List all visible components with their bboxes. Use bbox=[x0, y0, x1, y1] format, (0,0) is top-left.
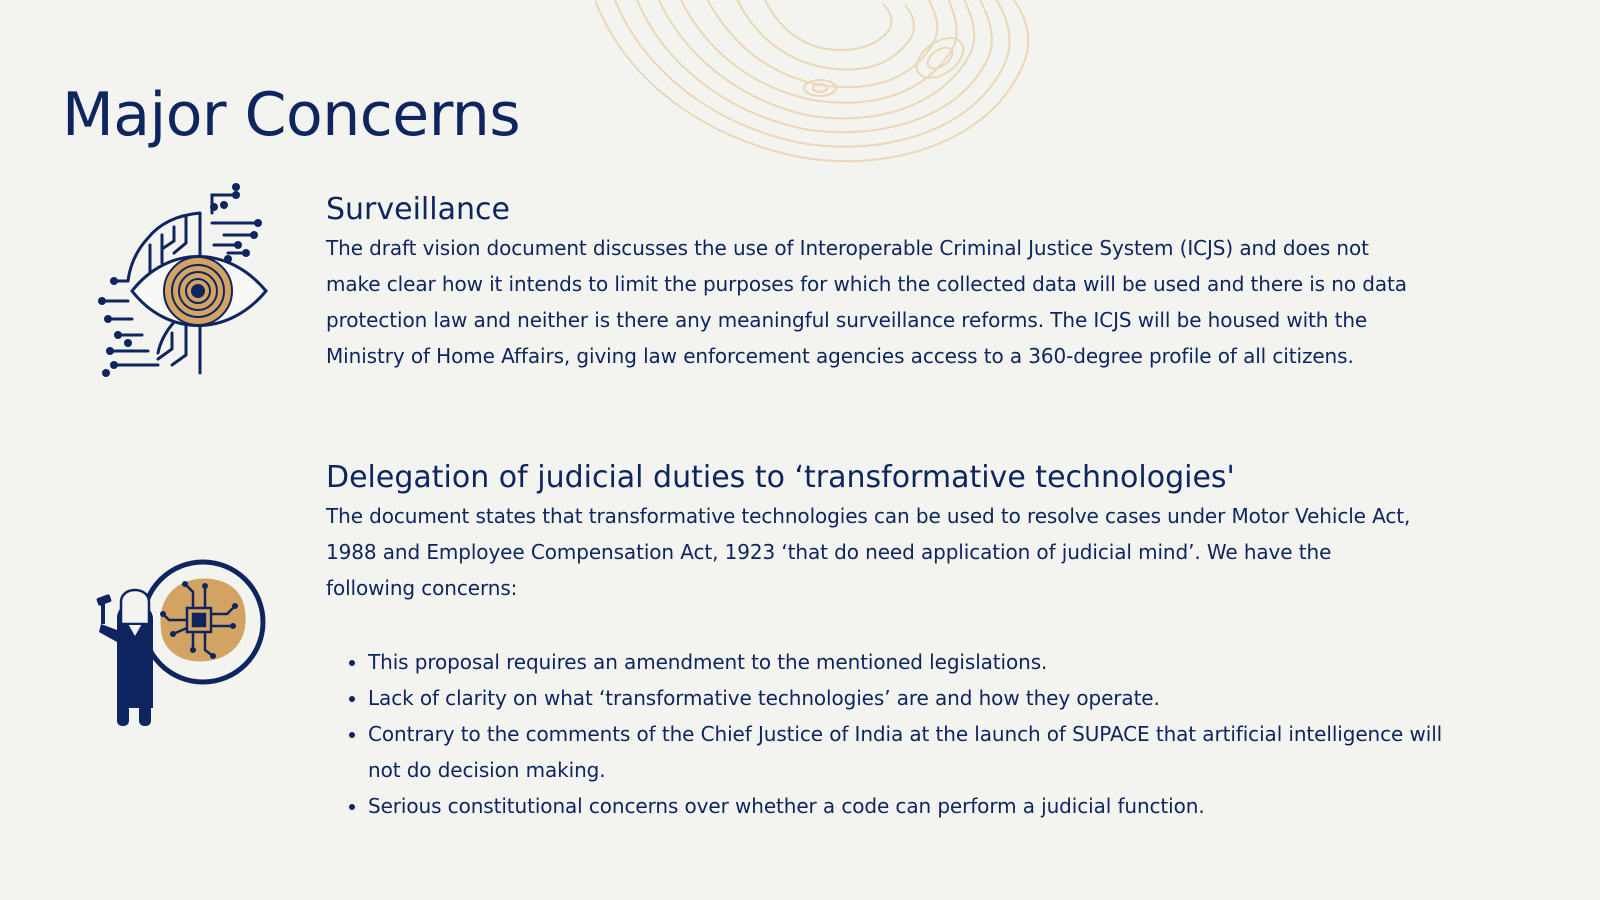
list-item: • Contrary to the comments of the Chief Justice of India at the launch of SUPACE that artificial intelligence will not do decision making. bbox=[368, 716, 1458, 788]
page-title: Major Concerns bbox=[62, 80, 521, 150]
list-item: • This proposal requires an amendment to the mentioned legislations. bbox=[368, 644, 1458, 680]
surveillance-eye-circuit-icon bbox=[88, 183, 270, 386]
surveillance-heading: Surveillance bbox=[326, 192, 510, 227]
list-item: • Lack of clarity on what ‘transformative technologies’ are and how they operate. bbox=[368, 680, 1458, 716]
judge-chip-icon bbox=[95, 558, 273, 733]
delegation-body: The document states that transformative technologies can be used to resolve cases under Motor Vehicle Act, 1988 and Employee Compensation Act, 1923 ‘that do need application of judicial mind’. We have the following concerns: bbox=[326, 504, 1411, 600]
list-item: • Serious constitutional concerns over whether a code can perform a judicial function. bbox=[368, 788, 1458, 824]
concerns-list bbox=[326, 644, 1458, 824]
delegation-section bbox=[326, 458, 1416, 606]
delegation-heading: Delegation of judicial duties to ‘transformative technologies' bbox=[326, 460, 1235, 495]
surveillance-section bbox=[326, 190, 1416, 374]
topographic-lines-decoration bbox=[595, 0, 1045, 175]
surveillance-body: The draft vision document discusses the use of Interoperable Criminal Justice System (ICJS) and does not make clear how it intends to limit the purposes for which the collected data will be used and there is no data protection law and neither is there any meaningful surveillance reforms. The ICJS will be housed with the Ministry of Home Affairs, giving law enforcement agencies access to a 360-degree profile of all citizens. bbox=[326, 236, 1407, 368]
